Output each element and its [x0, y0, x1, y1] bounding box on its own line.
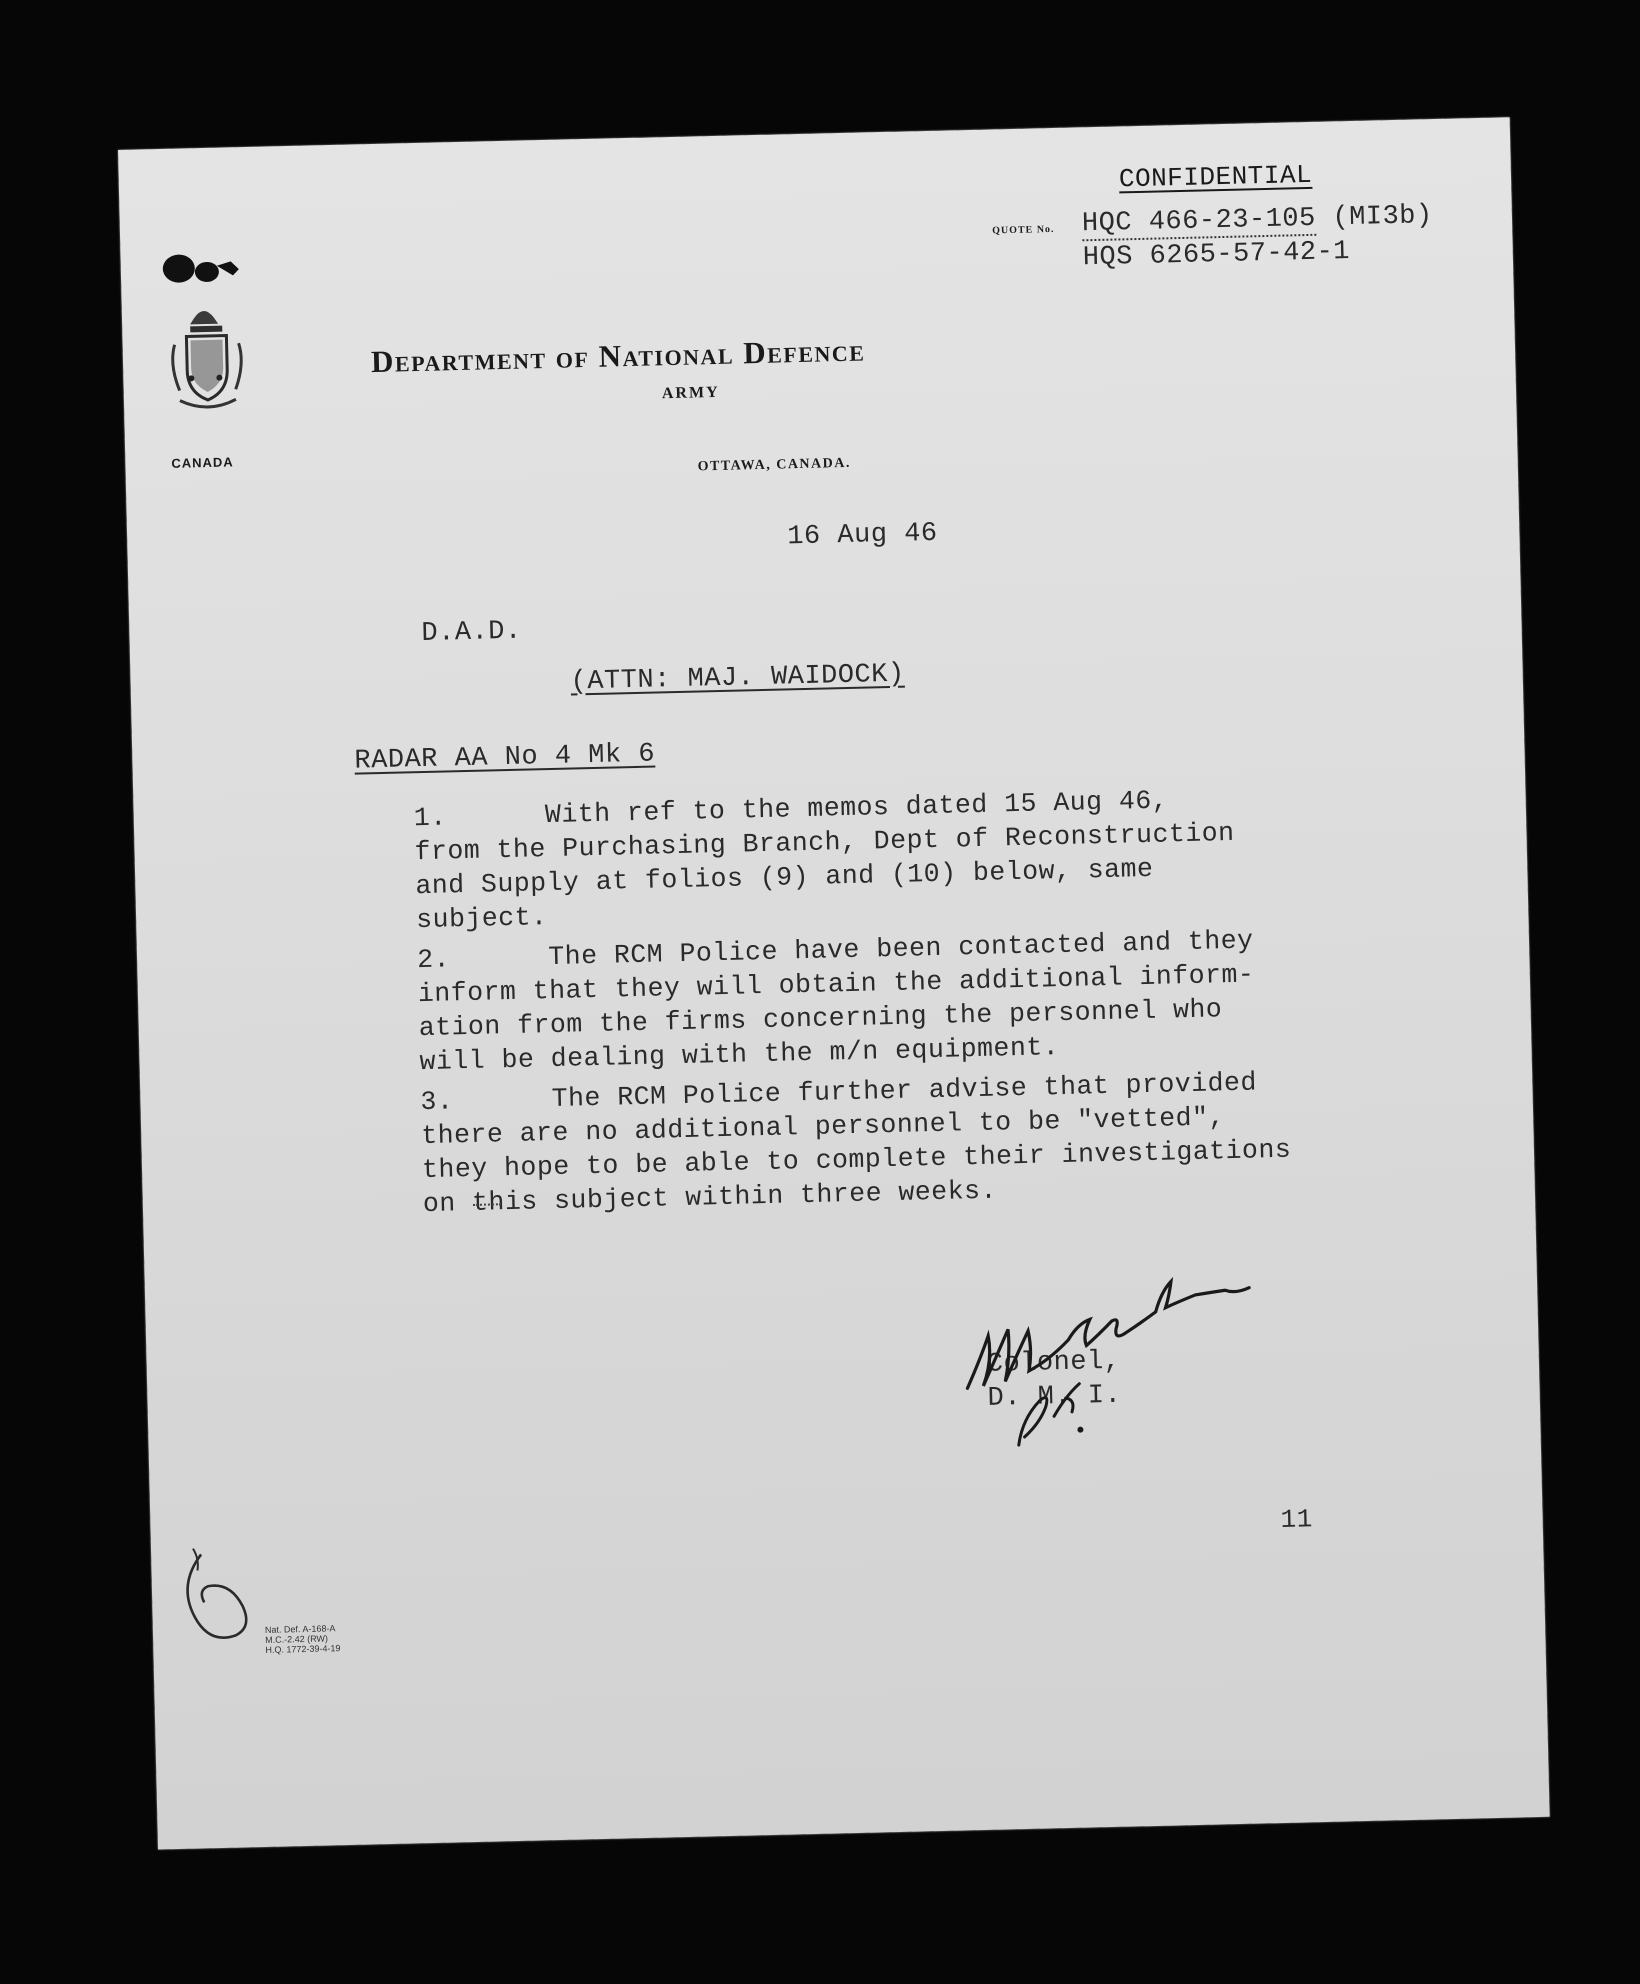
canada-coat-of-arms-icon: [158, 247, 251, 459]
addressee: D.A.D.: [421, 616, 523, 649]
branch-name: ARMY: [661, 383, 720, 403]
classification-stamp: CONFIDENTIAL: [1118, 159, 1313, 195]
paragraph-3: 3. The RCM Police further advise that provided there are no additional personnel to be "vetted", they hope to be able to complete their investigations on this subject within three weeks.: [420, 1067, 1292, 1220]
dotted-mark: [473, 1203, 501, 1209]
letter-date: 16 Aug 46: [786, 518, 938, 553]
department-name: Department of National Defence: [370, 332, 866, 380]
file-number-primary-value: HQC 466-23-105: [1081, 203, 1317, 240]
handwritten-loop-mark-icon: [171, 1543, 264, 1655]
crest-caption: CANADA: [171, 454, 234, 471]
quote-no-label: QUOTE No.: [992, 223, 1055, 237]
margin-mark: 11: [1280, 1504, 1314, 1535]
paragraph-2: 2. The RCM Police have been contacted and they inform that they will obtain the additional inform- ation from the firms concerning the personnel who will be dealing with the m/n equipment.: [416, 925, 1255, 1078]
letterhead-location: OTTAWA, CANADA.: [697, 455, 852, 475]
paragraph-1: 1. With ref to the memos dated 15 Aug 46, from the Purchasing Branch, Dept of Reconstruction and Supply at folios (9) and (10) below, same subject.: [413, 785, 1235, 936]
file-number-secondary: HQS 6265-57-42-1: [1082, 237, 1351, 274]
form-reference: [265, 1623, 341, 1655]
form-reference-text: Nat. Def. A-168-A M.C.-2.42 (RW) H.Q. 1772-39-4-19: [264, 1623, 341, 1655]
signature-block: Colonel, D. M. I.: [986, 1346, 1122, 1414]
subject-line: RADAR AA No 4 Mk 6: [354, 739, 656, 777]
file-number-primary: [1082, 201, 1433, 239]
attention-line: (ATTN: MAJ. WAIDOCK): [570, 659, 905, 698]
letter-page: [118, 117, 1550, 1849]
handwritten-signature-icon: [955, 1259, 1379, 1459]
file-number-primary-suffix: (MI3b): [1315, 201, 1434, 234]
